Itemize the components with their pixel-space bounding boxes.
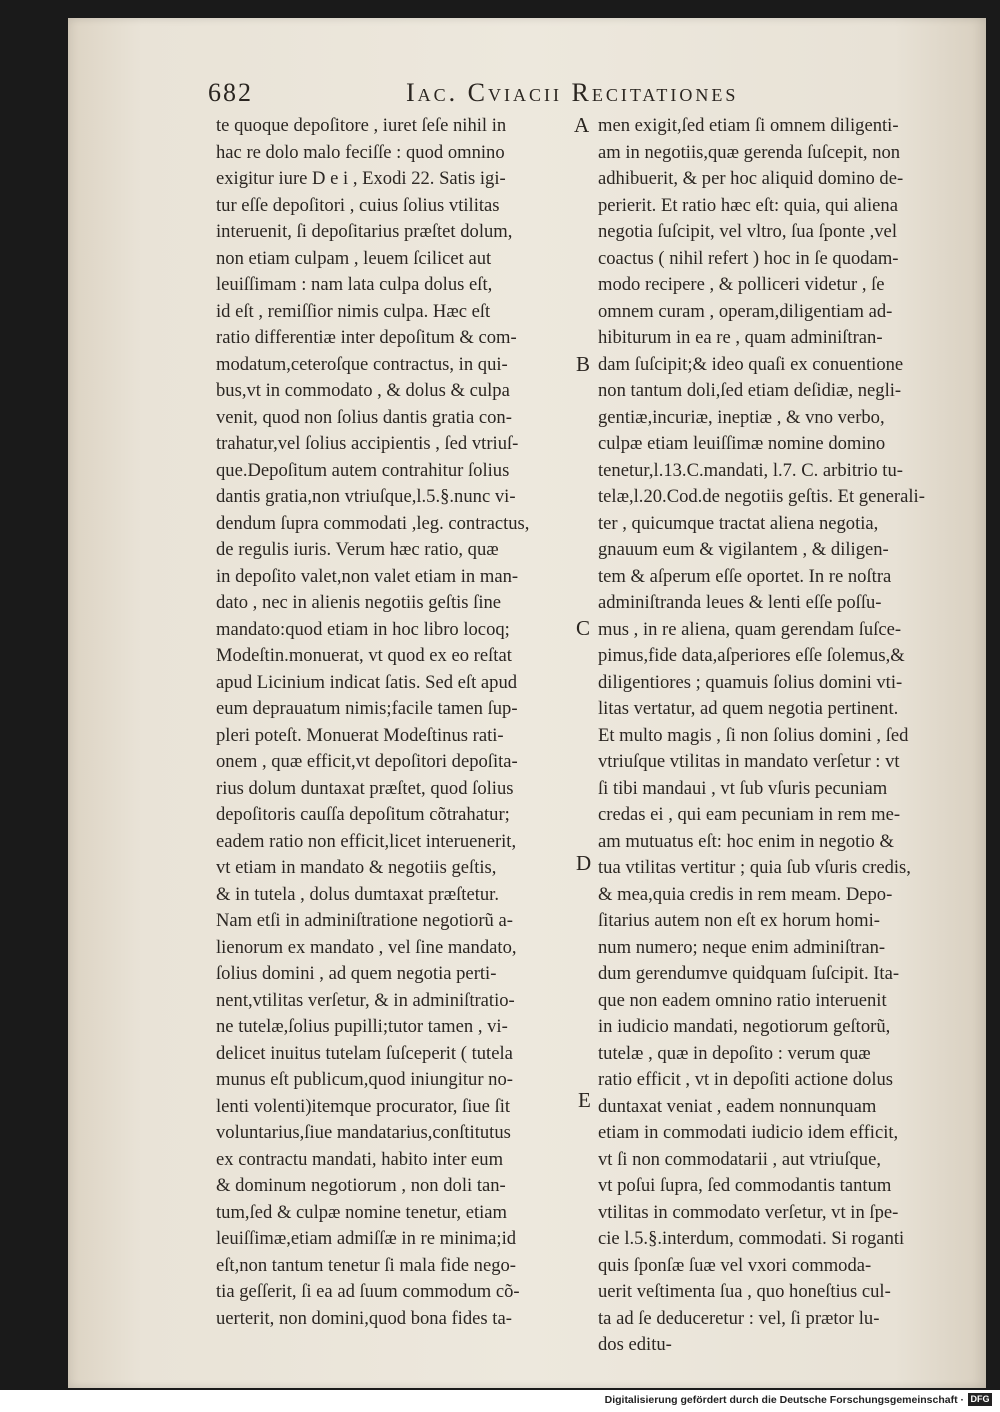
text-line: id eſt , remiſſior nimis culpa. Hæc eſt <box>216 300 491 322</box>
text-line: de regulis iuris. Verum hæc ratio, quæ <box>216 539 499 560</box>
text-line: perierit. Et ratio hæc eſt: quia, qui aliena <box>598 194 898 216</box>
text-line: que.Depoſitum autem contrahitur ſolius <box>216 459 510 481</box>
text-line: depoſitoris cauſſa depoſitum cõtrahatur; <box>216 804 510 825</box>
text-line: negotia ſuſcipit, vel vltro, ſua ſponte ,vel <box>598 221 897 242</box>
text-line: men exigit,ſed etiam ſi omnem diligenti- <box>598 115 899 136</box>
text-line: ratio efficit , vt in depoſiti actione dolus <box>598 1069 894 1090</box>
text-line: gentiæ,incuriæ, ineptiæ , & vno verbo, <box>598 406 885 428</box>
text-line: mus , in re aliena, quam gerendam ſuſce- <box>598 618 902 640</box>
text-line: nent,vtilitas verſetur, & in adminiſtratio- <box>216 989 515 1011</box>
text-line: gnauum eum & vigilantem , & diligen- <box>598 539 889 560</box>
text-line: vt poſui ſupra, ſed commodantis tantum <box>598 1175 892 1196</box>
text-line: leuiſſimæ,etiam admiſſæ in re minima;id <box>216 1228 517 1249</box>
text-line: voluntarius,ſiue mandatarius,conſtitutus <box>216 1122 511 1143</box>
text-line: tum,ſed & culpæ nomine tenetur, etiam <box>216 1201 508 1223</box>
text-line: dantis gratia,non vtriuſque,l.5.§.nunc vi- <box>216 486 516 507</box>
text-line: eadem ratio non efficit,licet interuenerit, <box>216 830 517 852</box>
text-line: vtilitas in commodato verſetur, vt in ſpe- <box>598 1201 899 1223</box>
text-line: interuenit, ſi depoſitarius præſtet dolum, <box>216 221 513 242</box>
text-line: pleri poteſt. Monuerat Modeſtinus rati- <box>216 724 504 746</box>
page-number: 682 <box>208 78 253 107</box>
text-line: Nam etſi in adminiſtratione negotiorũ a- <box>216 910 513 931</box>
text-line: dam ſuſcipit;& ideo quaſi ex conuentione <box>598 353 904 375</box>
text-line: etiam in commodati iudicio idem efficit, <box>598 1122 899 1143</box>
text-line: pimus,fide data,aſperiores eſſe ſolemus,& <box>598 645 905 666</box>
text-line: Et multo magis , ſi non ſolius domini , ſed <box>598 724 909 746</box>
text-line: quis ſponſæ ſuæ vel vxori commoda- <box>598 1254 872 1276</box>
text-line: hac re dolo malo feciſſe : quod omnino <box>216 141 505 163</box>
text-line: hibiturum in ea re , quam adminiſtran- <box>598 327 883 348</box>
text-line: coactus ( nihil refert ) hoc in ſe quodam- <box>598 247 899 269</box>
text-line: leuiſſimam : nam lata culpa dolus eſt, <box>216 274 493 295</box>
text-line: diligentiores ; quamuis ſolius domini vti- <box>598 671 903 693</box>
text-line: munus eſt publicum,quod iniungitur no- <box>216 1069 513 1090</box>
text-line: eum deprauatum nimis;facile tamen ſup- <box>216 698 518 719</box>
margin-letter-d: D <box>576 851 592 875</box>
text-line: vt etiam in mandato & negotiis geſtis, <box>216 857 497 878</box>
text-line: adhibuerit, & per hoc aliquid domino de- <box>598 168 904 189</box>
margin-letter-e: E <box>578 1088 591 1112</box>
text-line: tutelæ , quæ in depoſito : verum quæ <box>598 1042 871 1064</box>
right-text-column <box>598 113 950 1359</box>
text-line: telæ,l.20.Cod.de negotiis geſtis. Et generali- <box>598 486 925 507</box>
text-line: delicet inuitus tutelam ſuſceperit ( tutela <box>216 1042 513 1064</box>
text-line: dum gerendumve quidquam ſuſcipit. Ita- <box>598 963 900 984</box>
text-line: modo recipere , & polliceri videtur , ſe <box>598 274 885 295</box>
text-line: tua vtilitas vertitur ; quia ſub vſuris credis, <box>598 857 911 878</box>
text-line: & in tutela , dolus dumtaxat præſtetur. <box>216 883 500 905</box>
text-line: culpæ etiam leuiſſimæ nomine domino <box>598 433 886 454</box>
text-line: tem & aſperum eſſe oportet. In re noſtra <box>598 565 892 587</box>
text-line: duntaxat veniat , eadem nonnunquam <box>598 1095 877 1117</box>
text-line: vtriuſque vtilitas in mandato verſetur : vt <box>598 751 900 772</box>
margin-letter-a: A <box>574 113 590 137</box>
text-line: que non eadem omnino ratio interuenit <box>598 989 887 1011</box>
text-line: & mea,quia credis in rem meam. Depo- <box>598 883 893 905</box>
text-line: onem , quæ efficit,vt depoſitori depoſita- <box>216 751 518 772</box>
text-line: ſi tibi mandaui , vt ſub vſuris pecuniam <box>598 777 888 799</box>
text-line: dato , nec in alienis negotiis geſtis ſine <box>216 592 502 613</box>
footer-bar <box>0 1390 1000 1412</box>
text-line: credas ei , qui eam pecuniam in rem me- <box>598 804 901 825</box>
text-line: tur eſſe depoſitori , cuius ſolius vtilitas <box>216 194 500 216</box>
text-line: uerterit, non domini,quod bona fides ta- <box>216 1307 512 1329</box>
text-line: bus,vt in commodato , & dolus & culpa <box>216 380 510 401</box>
text-line: ta ad ſe deduceretur : vel, ſi prætor lu- <box>598 1307 880 1329</box>
text-line: modatum,ceteroſque contractus, in qui- <box>216 353 508 375</box>
margin-letter-c: C <box>576 616 591 640</box>
dfg-logo: DFG <box>968 1393 992 1406</box>
text-line: am mutuatus eſt: hoc enim in negotio & <box>598 830 894 852</box>
text-line: ſitarius autem non eſt ex horum homi- <box>598 910 880 931</box>
text-line: lenti volenti)itemque procurator, ſiue ſit <box>216 1095 511 1117</box>
text-line: ex contractu mandati, habito inter eum <box>216 1148 504 1170</box>
page-header <box>208 78 808 112</box>
text-line: Modeſtin.monuerat, vt quod ex eo reſtat <box>216 645 512 666</box>
text-line: vt ſi non commodatarii , aut vtriuſque, <box>598 1148 881 1170</box>
text-line: cie l.5.§.interdum, commodati. Si roganti <box>598 1228 905 1249</box>
text-line: exigitur iure D e i , Exodi 22. Satis igi- <box>216 168 506 189</box>
text-line: apud Licinium indicat ſatis. Sed eſt apud <box>216 671 518 693</box>
text-line: adminiſtranda leues & lenti eſſe poſſu- <box>598 592 882 613</box>
text-line: & dominum negotiorum , non doli tan- <box>216 1175 506 1196</box>
text-line: num numero; neque enim adminiſtran- <box>598 936 886 958</box>
running-head: Iac. Cviacii Recitationes <box>406 78 739 107</box>
text-line: ter , quicumque tractat aliena negotia, <box>598 512 879 534</box>
text-line: trahatur,vel ſolius accipientis , ſed vtriuſ- <box>216 433 519 454</box>
text-line: venit, quod non ſolius dantis gratia con- <box>216 406 512 428</box>
text-line: ſolius domini , ad quem negotia perti- <box>216 963 497 984</box>
text-line: dendum ſupra commodati ,leg. contractus, <box>216 512 530 534</box>
text-line: eſt,non tantum tenetur ſi mala fide nego- <box>216 1254 516 1276</box>
text-line: non tantum doli,ſed etiam deſidiæ, negli- <box>598 380 902 401</box>
text-line: ratio differentiæ inter depoſitum & com- <box>216 327 517 348</box>
footer-credit: Digitalisierung gefördert durch die Deutsche Forschungsgemeinschaft · <box>604 1394 964 1406</box>
text-line: lienorum ex mandato , vel ſine mandato, <box>216 936 517 958</box>
text-line: in iudicio mandati, negotiorum geſtorũ, <box>598 1016 891 1037</box>
left-text-column <box>216 113 574 1332</box>
text-line: in depoſito valet,non valet etiam in man- <box>216 565 519 587</box>
text-line: ne tutelæ,ſolius pupilli;tutor tamen , vi- <box>216 1016 508 1037</box>
text-line: mandato:quod etiam in hoc libro locoq; <box>216 618 510 640</box>
text-line: te quoque depoſitore , iuret ſeſe nihil in <box>216 115 507 136</box>
text-line: omnem curam , operam,diligentiam ad- <box>598 300 893 322</box>
margin-letter-b: B <box>576 352 591 376</box>
text-line: non etiam culpam , leuem ſcilicet aut <box>216 247 492 269</box>
text-line: rius dolum duntaxat præſtet, quod ſolius <box>216 777 514 799</box>
text-line: litas vertatur, ad quem negotia pertinent. <box>598 698 899 719</box>
text-line: tia geſſerit, ſi ea ad ſuum commodum cõ- <box>216 1281 520 1302</box>
text-line: dos editu- <box>598 1334 672 1355</box>
text-line: uerit veſtimenta ſua , quo honeſtius cul- <box>598 1281 891 1302</box>
text-line: am in negotiis,quæ gerenda ſuſcepit, non <box>598 141 901 163</box>
text-line: tenetur,l.13.C.mandati, l.7. C. arbitrio tu- <box>598 459 903 481</box>
